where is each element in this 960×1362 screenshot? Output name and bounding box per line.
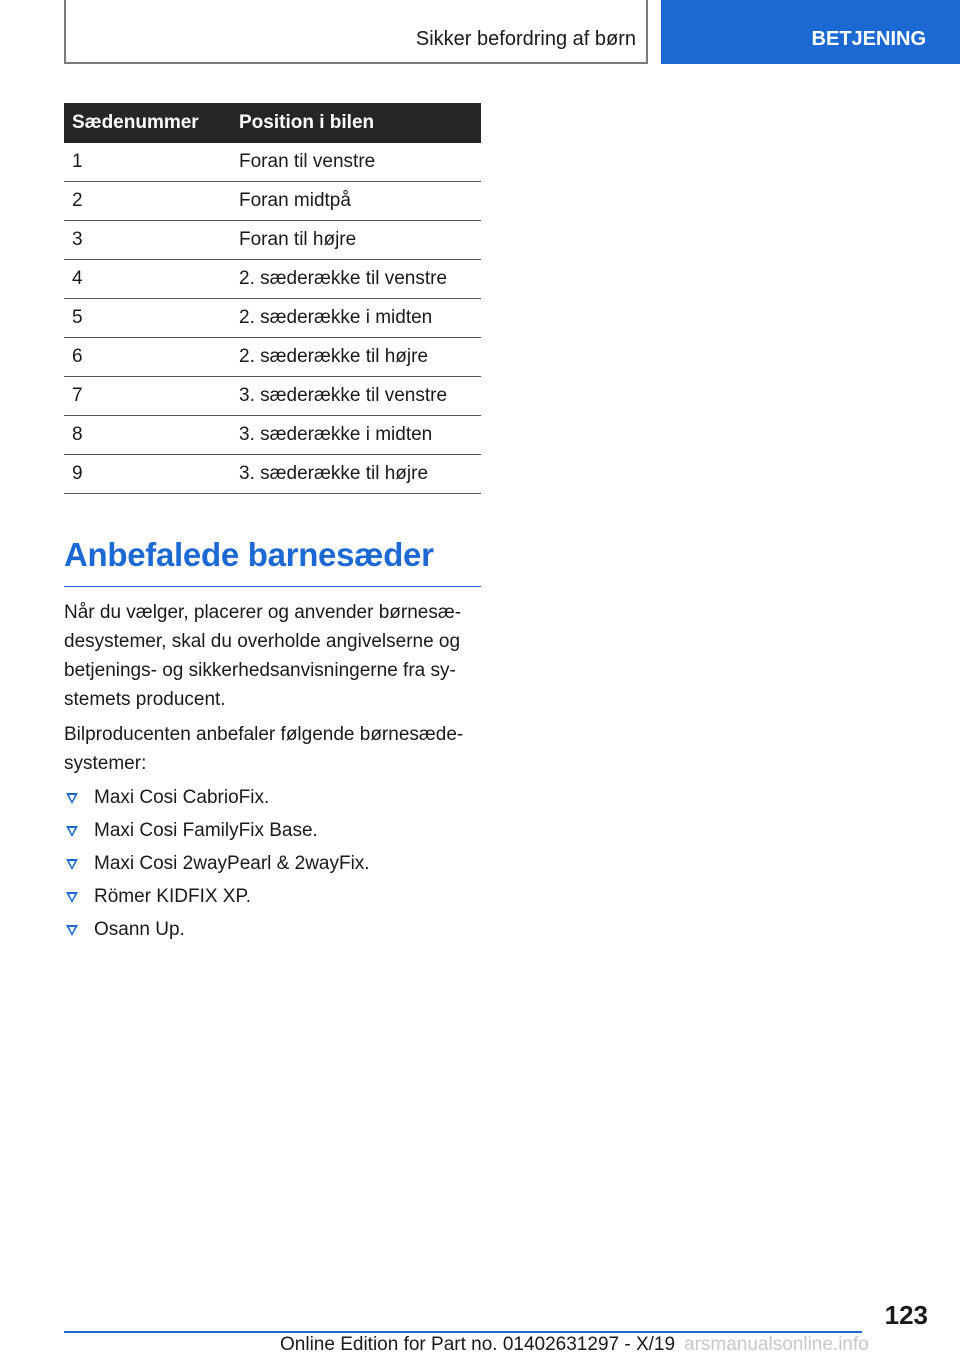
section-heading: Anbefalede barnesæder (64, 530, 481, 587)
section-body (64, 598, 481, 949)
table-row (64, 377, 481, 416)
column-header-seat-number: Sædenummer (64, 103, 231, 143)
triangle-bullet-icon (66, 793, 78, 804)
triangle-bullet-icon (66, 925, 78, 936)
seat-number-cell: 6 (64, 338, 231, 377)
recommended-seats-list (64, 784, 481, 949)
list-item-label: Maxi Cosi CabrioFix. (94, 787, 270, 808)
table-row (64, 299, 481, 338)
recommendation-paragraph: Bilproducenten anbefaler følgende børnesæde-systemer: (64, 724, 464, 774)
chapter-tab[interactable]: BETJENING (661, 0, 960, 64)
table-row (64, 416, 481, 455)
seat-number-cell: 3 (64, 221, 231, 260)
seat-position-table (64, 103, 481, 494)
seat-number-cell: 7 (64, 377, 231, 416)
table-header-row (64, 103, 481, 143)
header-section-title: Sikker befordring af børn (415, 28, 636, 50)
list-item-label: Maxi Cosi FamilyFix Base. (94, 820, 318, 841)
list-item-label: Römer KIDFIX XP. (94, 886, 251, 907)
position-cell: Foran til højre (231, 221, 481, 260)
triangle-bullet-icon (66, 859, 78, 870)
list-item-label: Maxi Cosi 2wayPearl & 2wayFix. (94, 853, 370, 874)
list-item-label: Osann Up. (94, 919, 185, 940)
list-item (64, 916, 481, 949)
table-row (64, 221, 481, 260)
edition-footer: Online Edition for Part no. 01402631297 - X/19 (280, 1334, 676, 1355)
table-row (64, 182, 481, 221)
position-cell: 2. sæderække i midten (231, 299, 481, 338)
position-cell: 3. sæderække til højre (231, 455, 481, 494)
table-row (64, 143, 481, 182)
position-cell: 2. sæderække til højre (231, 338, 481, 377)
seat-number-cell: 1 (64, 143, 231, 182)
intro-paragraph: Når du vælger, placerer og anvender børnesæ-desystemer, skal du overholde angivelserne og betjenings- og sikkerhedsanvisningerne fra sy-stemets producent. (64, 602, 462, 710)
table-row (64, 455, 481, 494)
table-row (64, 260, 481, 299)
triangle-bullet-icon (66, 892, 78, 903)
list-item (64, 817, 481, 850)
position-cell: 3. sæderække til venstre (231, 377, 481, 416)
list-item (64, 850, 481, 883)
seat-number-cell: 8 (64, 416, 231, 455)
triangle-bullet-icon (66, 826, 78, 837)
page-number: 123 (884, 1300, 928, 1330)
footer-divider (64, 1331, 862, 1333)
watermark: arsmanualsonline.info (684, 1334, 869, 1355)
list-item (64, 784, 481, 817)
seat-number-cell: 2 (64, 182, 231, 221)
list-item (64, 883, 481, 916)
seat-number-cell: 4 (64, 260, 231, 299)
position-cell: Foran midtpå (231, 182, 481, 221)
position-cell: 3. sæderække i midten (231, 416, 481, 455)
column-header-position: Position i bilen (231, 103, 481, 143)
position-cell: Foran til venstre (231, 143, 481, 182)
seat-number-cell: 5 (64, 299, 231, 338)
position-cell: 2. sæderække til venstre (231, 260, 481, 299)
seat-number-cell: 9 (64, 455, 231, 494)
table-row (64, 338, 481, 377)
